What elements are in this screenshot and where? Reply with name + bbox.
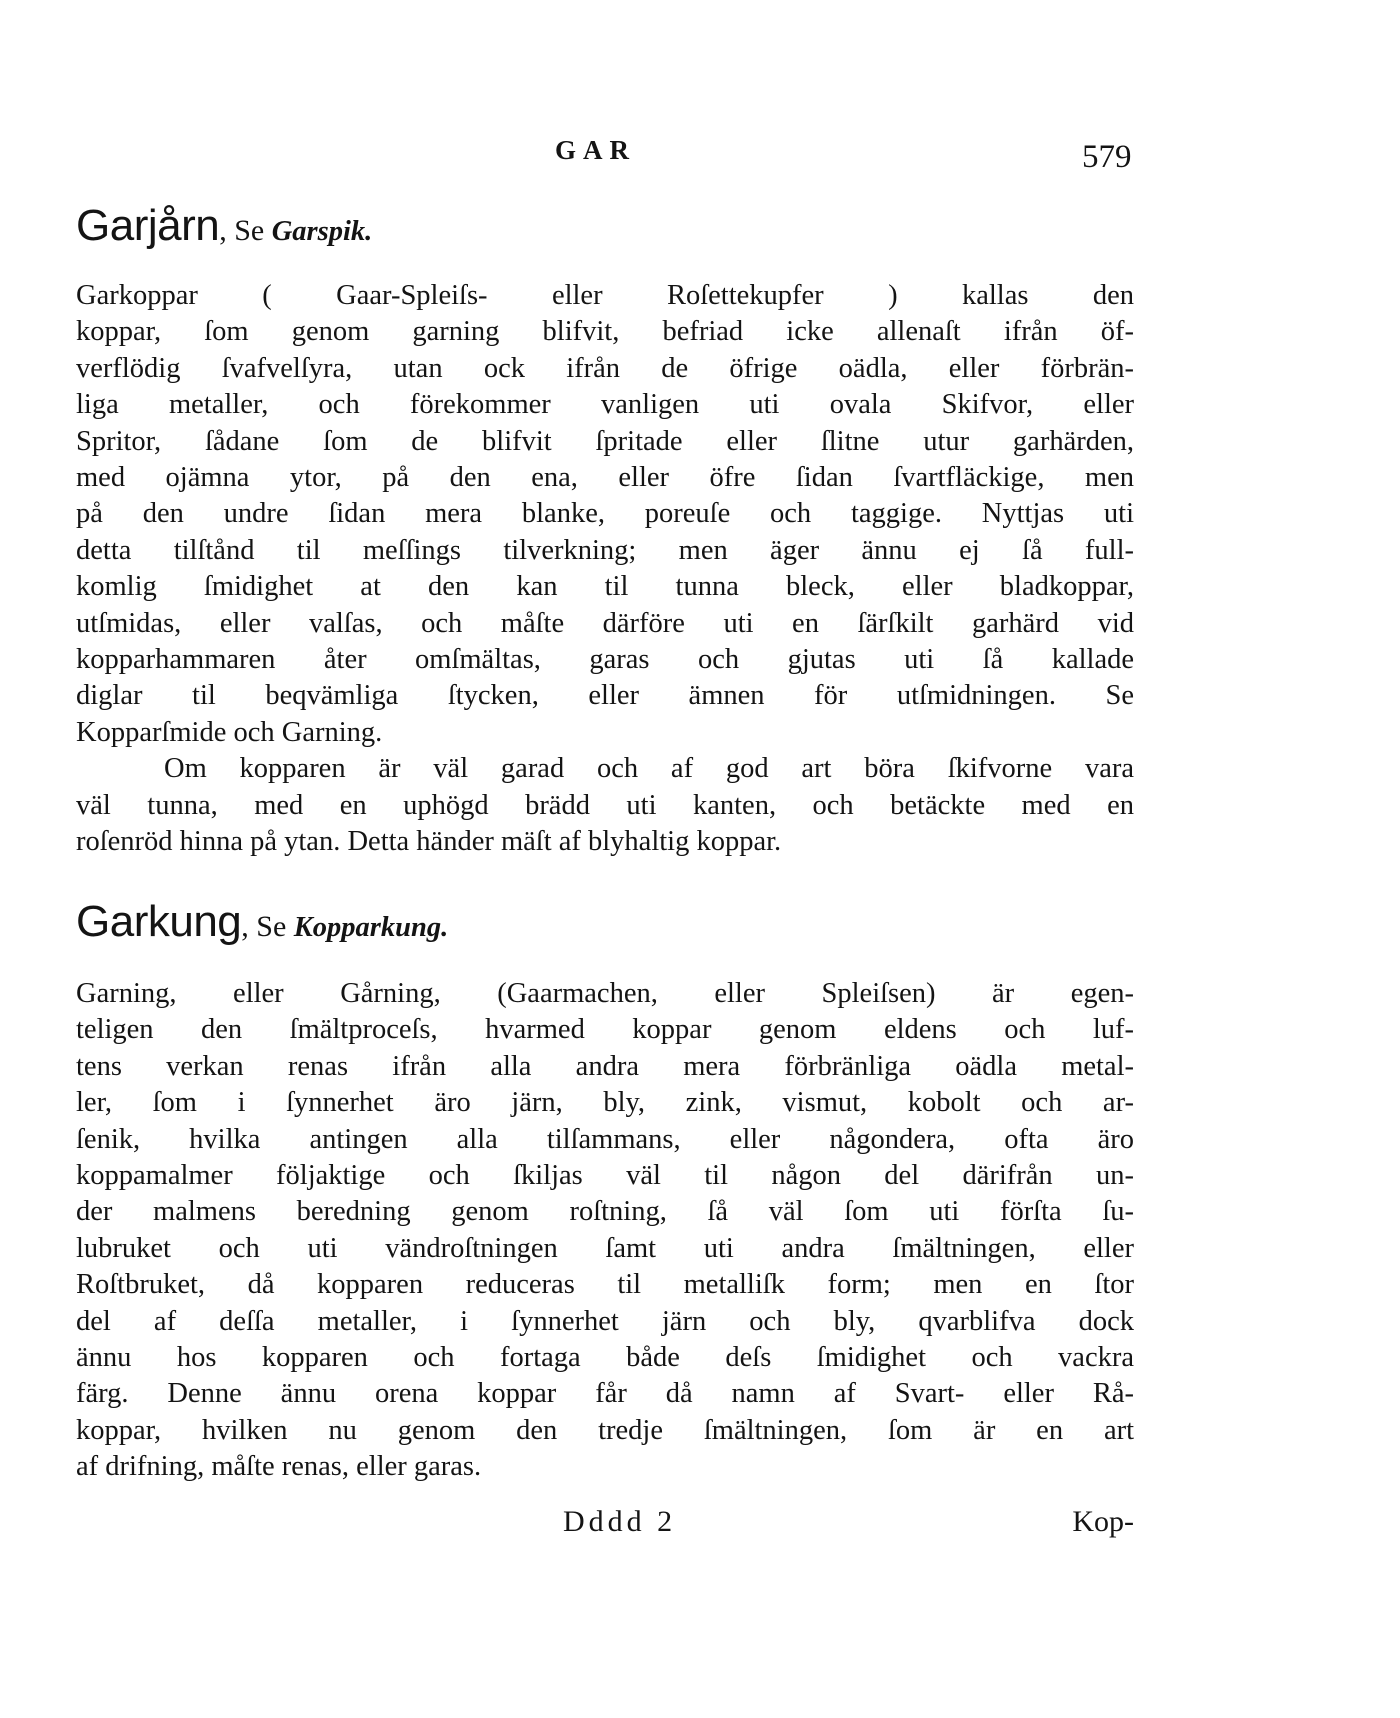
entry-line: komlig ſmidighet at den kan til tunna bleck, eller bladkoppar, <box>76 571 1134 603</box>
entry-line: teligen den ſmältproceſs, hvarmed koppar genom eldens och luf- <box>76 1014 1134 1046</box>
entry-line: Garning, eller Gårning, (Gaarmachen, eller Spleiſsen) är egen- <box>76 978 1134 1009</box>
entry-garkung <box>76 897 1134 946</box>
entry-line: detta tilſtånd til meſſings tilverkning; men äger ännu ej ſå full- <box>76 534 1134 566</box>
entry-line: del af deſſa metaller, i ſynnerhet järn och bly, qvarblifva dock <box>76 1305 1134 1337</box>
entry-line: på den undre ſidan mera blanke, poreuſe och taggige. Nyttjas uti <box>76 498 1134 530</box>
entry-line: färg. Denne ännu orena koppar får då namn af Svart- eller Rå- <box>76 1378 1134 1410</box>
entry-headword: Garkung <box>76 897 242 946</box>
entry-line: Spritor, ſådane ſom de blifvit ſpritade eller ſlitne utur garhärden, <box>76 425 1134 457</box>
cross-reference-label: , Se <box>219 214 272 247</box>
entry-line: liga metaller, och förekommer vanligen uti ovala Skifvor, eller <box>76 389 1134 421</box>
cross-reference-label: , Se <box>241 910 294 943</box>
entry-line: utſmidas, eller valſas, och måſte därföre uti en ſärſkilt garhärd vid <box>76 607 1134 639</box>
entry-line: med ojämna ytor, på den ena, eller öfre ſidan ſvartfläckige, men <box>76 462 1134 494</box>
cross-reference-target: Kopparkung. <box>293 912 449 943</box>
entry-line <box>76 201 1134 250</box>
entry-line: koppar, ſom genom garning blifvit, befriad icke allenaſt ifrån öf- <box>76 316 1134 348</box>
entry-line: koppar, hvilken nu genom den tredje ſmältningen, ſom är en art <box>76 1414 1134 1446</box>
entry-line: ler, ſom i ſynnerhet äro järn, bly, zink, vismut, kobolt och ar- <box>76 1087 1134 1119</box>
entry-headword: Garjårn <box>76 201 220 250</box>
entry-line: verflödig ſvafvelſyra, utan ock ifrån de öfrige oädla, eller förbrän- <box>76 352 1134 384</box>
entry-line: Om kopparen är väl garad och af god art böra ſkifvorne vara <box>164 753 1134 785</box>
running-header: GAR <box>555 135 636 165</box>
entry-line: ſenik, hvilka antingen alla tilſammans, eller någondera, ofta äro <box>76 1123 1134 1155</box>
entry-garkoppar <box>76 278 1134 861</box>
entry-garjarn <box>76 201 1134 250</box>
entry-line: kopparhammaren åter omſmältas, garas och gjutas uti ſå kallade <box>76 644 1134 676</box>
entry-line: Roſtbruket, då kopparen reduceras til metalliſk form; men en ſtor <box>76 1269 1134 1301</box>
entry-line: Garkoppar ( Gaar-Spleiſs- eller Roſettekupfer ) kallas den <box>76 280 1134 311</box>
entry-garning <box>76 976 1134 1486</box>
entry-line: roſenröd hinna på ytan. Detta händer mäſt af blyhaltig koppar. <box>76 826 782 858</box>
entry-line: af drifning, måſte renas, eller garas. <box>76 1451 482 1483</box>
entry-line <box>76 897 1134 946</box>
entry-line: diglar til beqvämliga ſtycken, eller ämnen för utſmidningen. Se <box>76 680 1134 712</box>
entry-line: tens verkan renas ifrån alla andra mera förbränliga oädla metal- <box>76 1050 1134 1082</box>
entry-line: väl tunna, med en uphögd brädd uti kanten, och betäckte med en <box>76 789 1134 821</box>
signature-mark: Dddd 2 <box>563 1505 677 1538</box>
entry-line: der malmens beredning genom roſtning, ſå väl ſom uti förſta ſu- <box>76 1196 1134 1228</box>
catchword: Kop- <box>1072 1505 1134 1538</box>
entry-line: lubruket och uti vändroſtningen ſamt uti andra ſmältningen, eller <box>76 1232 1134 1264</box>
entry-line: ännu hos kopparen och fortaga både deſs ſmidighet och vackra <box>76 1342 1134 1374</box>
cross-reference-target: Garspik. <box>271 216 373 247</box>
entry-line: Kopparſmide och Garning. <box>76 716 383 748</box>
entry-line: koppamalmer följaktige och ſkiljas väl til någon del därifrån un- <box>76 1160 1134 1192</box>
page-number: 579 <box>1082 139 1132 175</box>
